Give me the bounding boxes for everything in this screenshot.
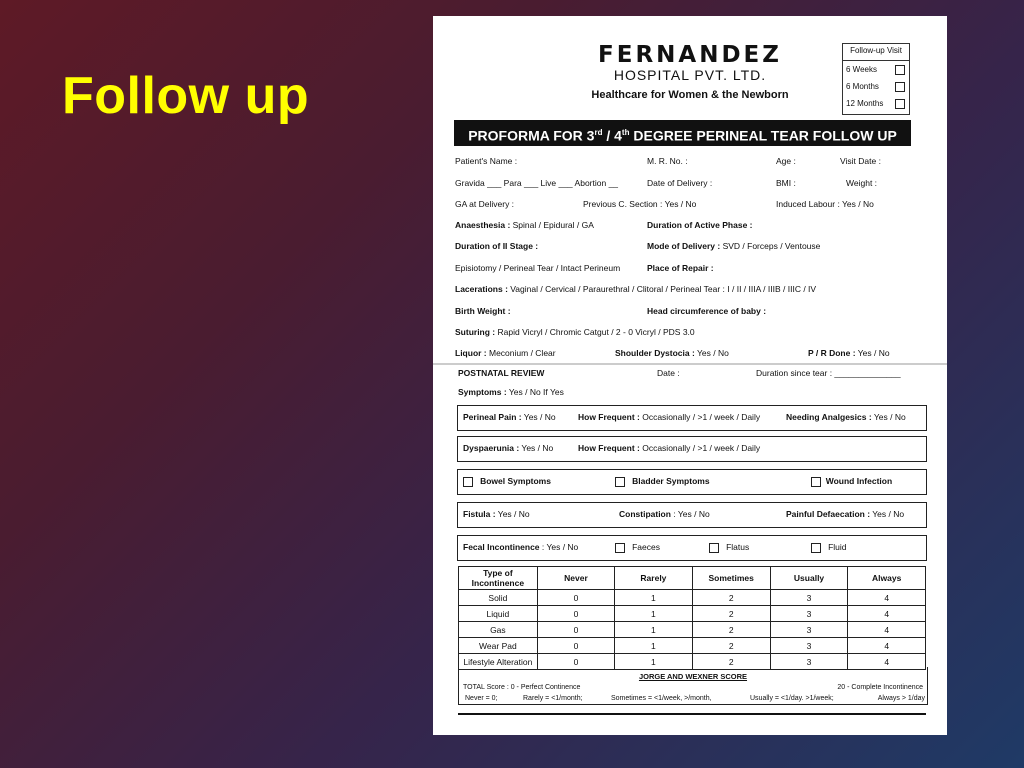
symptoms-checkbox-box xyxy=(457,469,927,495)
table-cell[interactable]: 3 xyxy=(770,622,848,638)
checkbox[interactable] xyxy=(615,477,625,487)
hospital-logo: FERNANDEZ xyxy=(598,42,782,68)
hospital-tagline: Healthcare for Women & the Newborn xyxy=(591,89,789,101)
suturing-field[interactable]: Suturing : Rapid Vicryl / Chromic Catgut / 2 - 0 Vicryl / PDS 3.0 xyxy=(455,327,695,337)
flatus-option[interactable]: Flatus xyxy=(709,542,749,553)
table-cell[interactable]: 0 xyxy=(537,654,614,670)
page-divider xyxy=(433,363,947,365)
table-cell[interactable]: 3 xyxy=(770,606,848,622)
table-cell[interactable]: 2 xyxy=(692,590,770,606)
proforma-form xyxy=(433,16,947,735)
followup-visit-box xyxy=(842,43,910,115)
dyspareunia-box xyxy=(457,436,927,462)
perineal-pain-box xyxy=(457,405,927,431)
bowel-symptoms-option[interactable]: Bowel Symptoms xyxy=(463,476,551,487)
legend-item: Sometimes = <1/week, >/month, xyxy=(611,695,712,702)
table-cell: Wear Pad xyxy=(459,638,538,654)
table-cell[interactable]: 1 xyxy=(615,606,693,622)
table-cell[interactable]: 2 xyxy=(692,654,770,670)
duration-since-tear[interactable]: Duration since tear : ______________ xyxy=(756,368,901,378)
table-cell[interactable]: 3 xyxy=(770,654,848,670)
table-cell[interactable]: 4 xyxy=(848,638,926,654)
table-cell[interactable]: 0 xyxy=(537,606,614,622)
table-cell[interactable]: 4 xyxy=(848,654,926,670)
legend-item: Rarely = <1/month; xyxy=(523,695,583,702)
checkbox[interactable] xyxy=(895,99,905,109)
followup-option: 12 Months xyxy=(846,99,884,108)
checkbox[interactable] xyxy=(811,543,821,553)
table-cell[interactable]: 3 xyxy=(770,590,848,606)
incontinence-score-table xyxy=(458,566,926,670)
fistula-field[interactable]: Fistula : Yes / No xyxy=(463,509,530,519)
table-cell[interactable]: 1 xyxy=(615,638,693,654)
checkbox[interactable] xyxy=(709,543,719,553)
table-cell[interactable]: 1 xyxy=(615,654,693,670)
prev-cs-field[interactable]: Previous C. Section : Yes / No xyxy=(583,199,697,209)
painful-defaecation-field[interactable]: Painful Defaecation : Yes / No xyxy=(786,509,905,519)
table-cell[interactable]: 3 xyxy=(770,638,848,654)
table-row xyxy=(459,590,926,606)
checkbox[interactable] xyxy=(615,543,625,553)
table-cell[interactable]: 0 xyxy=(537,622,614,638)
table-cell[interactable]: 0 xyxy=(537,638,614,654)
table-cell[interactable]: 4 xyxy=(848,606,926,622)
table-header: Always xyxy=(848,567,926,590)
postnatal-date[interactable]: Date : xyxy=(657,368,680,378)
table-row xyxy=(459,622,926,638)
duration-ii-field[interactable]: Duration of II Stage : xyxy=(455,241,539,251)
table-cell: Gas xyxy=(459,622,538,638)
table-header: Usually xyxy=(770,567,848,590)
legend-item: Never = 0; xyxy=(465,695,498,702)
duration-active-field[interactable]: Duration of Active Phase : xyxy=(647,220,753,230)
mr-no-field[interactable]: M. R. No. : xyxy=(647,156,688,166)
checkbox[interactable] xyxy=(811,477,821,487)
episiotomy-field[interactable]: Episiotomy / Perineal Tear / Intact Perineum xyxy=(455,263,621,273)
fistula-box xyxy=(457,502,927,528)
wound-infection-option[interactable]: Wound Infection xyxy=(811,476,892,487)
total-score-left: TOTAL Score : 0 - Perfect Continence xyxy=(463,684,581,691)
weight-field[interactable]: Weight : xyxy=(846,178,878,188)
score-title: JORGE AND WEXNER SCORE xyxy=(638,672,748,681)
bottom-rule xyxy=(458,713,926,715)
table-cell[interactable]: 1 xyxy=(615,590,693,606)
fecal-incontinence-field[interactable]: Fecal Incontinence : Yes / No xyxy=(463,542,579,552)
lacerations-field[interactable]: Lacerations : Vaginal / Cervical / Paraurethral / Clitoral / Perineal Tear : I / II / IIIA / IIIB / IIIC / IV xyxy=(455,284,817,294)
checkbox[interactable] xyxy=(463,477,473,487)
table-header: Never xyxy=(537,567,614,590)
patient-name-field[interactable]: Patient's Name : xyxy=(455,156,518,166)
fecal-incontinence-box xyxy=(457,535,927,561)
followup-option: 6 Months xyxy=(846,82,879,91)
table-cell: Solid xyxy=(459,590,538,606)
symptoms-field[interactable]: Symptoms : Yes / No If Yes xyxy=(458,387,564,397)
liquor-field[interactable]: Liquor : Meconium / Clear xyxy=(455,348,556,358)
table-cell[interactable]: 4 xyxy=(848,590,926,606)
table-cell[interactable]: 1 xyxy=(615,622,693,638)
total-score-right: 20 - Complete Incontinence xyxy=(837,684,923,691)
table-header: Sometimes xyxy=(692,567,770,590)
hospital-sub: HOSPITAL PVT. LTD. xyxy=(613,67,767,83)
gravida-field[interactable]: Gravida ___ Para ___ Live ___ Abortion __ xyxy=(455,178,619,188)
table-cell[interactable]: 2 xyxy=(692,638,770,654)
pain-frequency-field[interactable]: How Frequent : Occasionally / >1 / week / Daily xyxy=(578,412,761,422)
score-legend xyxy=(458,667,928,705)
head-circ-field[interactable]: Head circumference of baby : xyxy=(647,306,767,316)
induced-labour-field[interactable]: Induced Labour : Yes / No xyxy=(776,199,874,209)
shoulder-dystocia-field[interactable]: Shoulder Dystocia : Yes / No xyxy=(615,348,729,358)
mode-delivery-field[interactable]: Mode of Delivery : SVD / Forceps / Ventouse xyxy=(647,241,821,251)
ga-field[interactable]: GA at Delivery : xyxy=(455,199,515,209)
table-cell[interactable]: 2 xyxy=(692,606,770,622)
table-cell: Liquid xyxy=(459,606,538,622)
dysp-frequency-field[interactable]: How Frequent : Occasionally / >1 / week / Daily xyxy=(578,443,761,453)
postnatal-title: POSTNATAL REVIEW xyxy=(458,368,545,378)
table-row xyxy=(459,638,926,654)
followup-option: 6 Weeks xyxy=(846,65,877,74)
table-header: Rarely xyxy=(615,567,693,590)
constipation-field[interactable]: Constipation : Yes / No xyxy=(619,509,710,519)
birth-weight-field[interactable]: Birth Weight : xyxy=(455,306,511,316)
followup-title: Follow-up Visit xyxy=(843,44,909,61)
checkbox[interactable] xyxy=(895,82,905,92)
age-field[interactable]: Age : xyxy=(776,156,796,166)
slide-title: Follow up xyxy=(62,67,310,125)
dyspareunia-field[interactable]: Dyspaerunia : Yes / No xyxy=(463,443,554,453)
visit-date-field[interactable]: Visit Date : xyxy=(840,156,881,166)
place-repair-field[interactable]: Place of Repair : xyxy=(647,263,714,273)
table-cell[interactable]: 2 xyxy=(692,622,770,638)
anaesthesia-field[interactable]: Anaesthesia : Spinal / Epidural / GA xyxy=(455,220,594,230)
fluid-option[interactable]: Fluid xyxy=(811,542,847,553)
table-header: Type of Incontinence xyxy=(459,567,538,590)
table-cell[interactable]: 0 xyxy=(537,590,614,606)
analgesics-field[interactable]: Needing Analgesics : Yes / No xyxy=(786,412,906,422)
legend-item: Always > 1/day xyxy=(877,695,925,702)
bladder-symptoms-option[interactable]: Bladder Symptoms xyxy=(615,476,710,487)
date-delivery-field[interactable]: Date of Delivery : xyxy=(647,178,713,188)
pr-done-field[interactable]: P / R Done : Yes / No xyxy=(808,348,890,358)
perineal-pain-field[interactable]: Perineal Pain : Yes / No xyxy=(463,412,556,422)
faeces-option[interactable]: Faeces xyxy=(615,542,660,553)
table-cell: Lifestyle Alteration xyxy=(459,654,538,670)
checkbox[interactable] xyxy=(895,65,905,75)
table-cell[interactable]: 4 xyxy=(848,622,926,638)
legend-item: Usually = <1/day. >1/week; xyxy=(750,695,834,702)
bmi-field[interactable]: BMI : xyxy=(776,178,796,188)
table-row xyxy=(459,606,926,622)
form-banner: PROFORMA FOR 3rd / 4th DEGREE PERINEAL TEAR FOLLOW UP xyxy=(454,120,911,146)
